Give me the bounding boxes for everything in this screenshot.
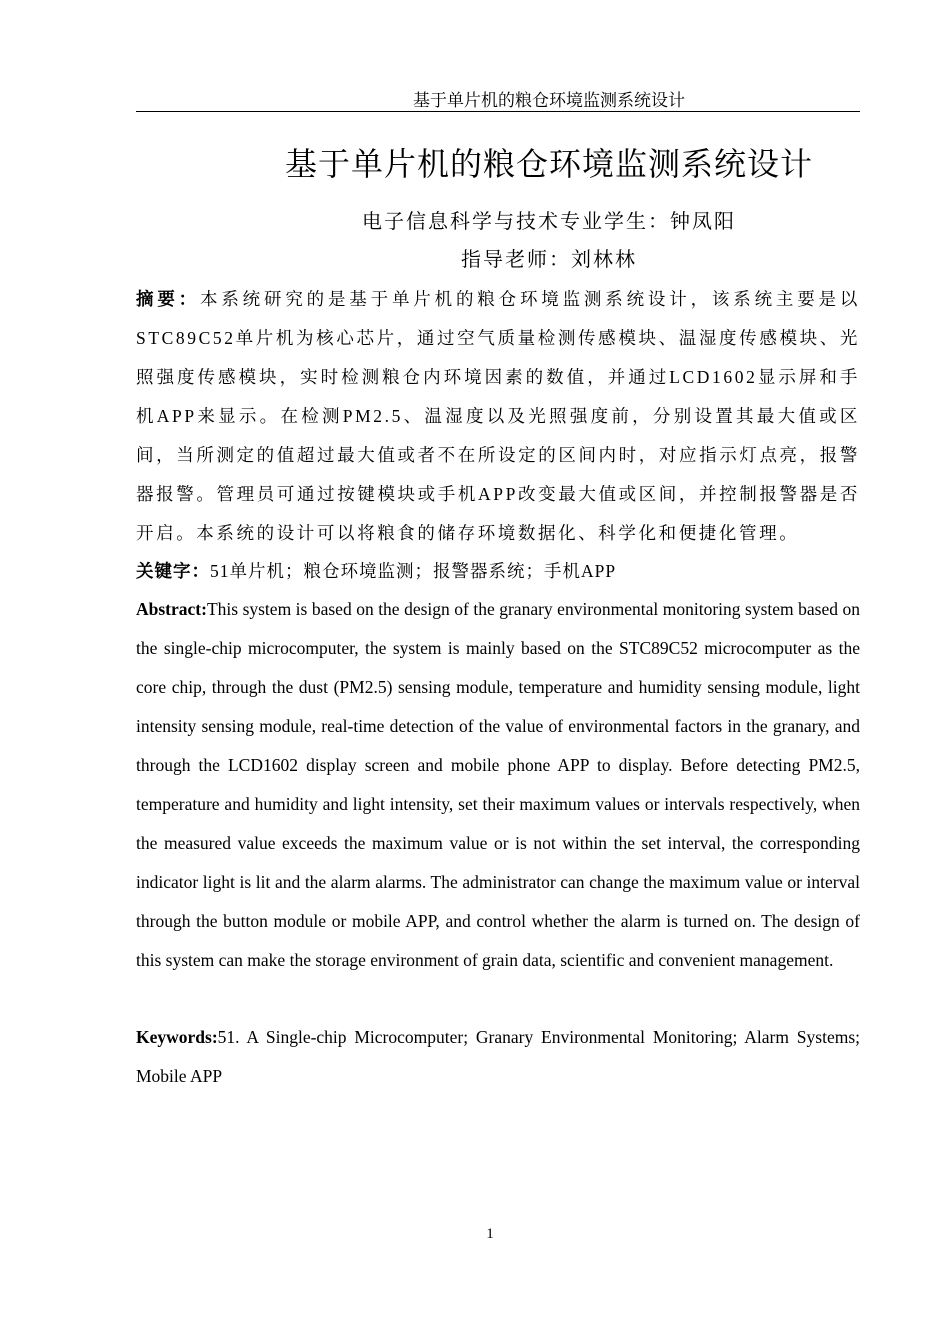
chinese-keywords-text: 51单片机；粮仓环境监测；报警器系统；手机APP — [210, 561, 617, 581]
english-keywords-text: 51. A Single-chip Microcomputer; Granary Environmental Monitoring; Alarm Systems; Mobile APP — [136, 1027, 860, 1086]
english-abstract-text: This system is based on the design of the granary environmental monitoring system based on the single-chip microcomputer, the system is mainly based on the STC89C52 microcomputer as the core chip, through the dust (PM2.5) sensing module, temperature and humidity sensing module, light intensity sensing module, real-time detection of the value of environmental factors in the granary, and through the LCD1602 display screen and mobile phone APP to display. Before detecting PM2.5, temperature and humidity and light intensity, set their maximum values or intervals respectively, when the measured value exceeds the maximum value or is not within the set interval, the corresponding indicator light is lit and the alarm alarms. The administrator can change the maximum value or interval through the button module or mobile APP, and control whether the alarm is turned on. The design of this system can make the storage environment of grain data, scientific and convenient management. — [136, 599, 860, 970]
chinese-keywords — [136, 552, 860, 591]
running-header: 基于单片机的粮仓环境监测系统设计 — [136, 90, 860, 112]
english-abstract-label: Abstract: — [136, 599, 207, 619]
english-keywords-label: Keywords: — [136, 1027, 218, 1047]
english-abstract — [136, 590, 860, 980]
student-author-line: 电子信息科学与技术专业学生：钟凤阳 — [362, 211, 736, 233]
chinese-abstract-text: 本系统研究的是基于单片机的粮仓环境监测系统设计，该系统主要是以STC89C52单片机为核心芯片，通过空气质量检测传感模块、温湿度传感模块、光照强度传感模块，实时检测粮仓内环境因素的数值，并通过LCD1602显示屏和手机APP来显示。在检测PM2.5、温湿度以及光照强度前，分别设置其最大值或区间，当所测定的值超过最大值或者不在所设定的区间内时，对应指示灯点亮，报警器报警。管理员可通过按键模块或手机APP改变最大值或区间，并控制报警器是否开启。本系统的设计可以将粮食的储存环境数据化、科学化和便捷化管理。 — [136, 289, 860, 543]
page-number: 1 — [486, 1226, 494, 1242]
chinese-abstract — [136, 280, 860, 553]
english-keywords — [136, 1018, 860, 1096]
chinese-abstract-label: 摘要： — [136, 289, 200, 309]
paper-title: 基于单片机的粮仓环境监测系统设计 — [284, 145, 813, 183]
chinese-keywords-label: 关键字： — [136, 561, 210, 581]
advisor-line: 指导老师：刘林林 — [461, 249, 637, 271]
